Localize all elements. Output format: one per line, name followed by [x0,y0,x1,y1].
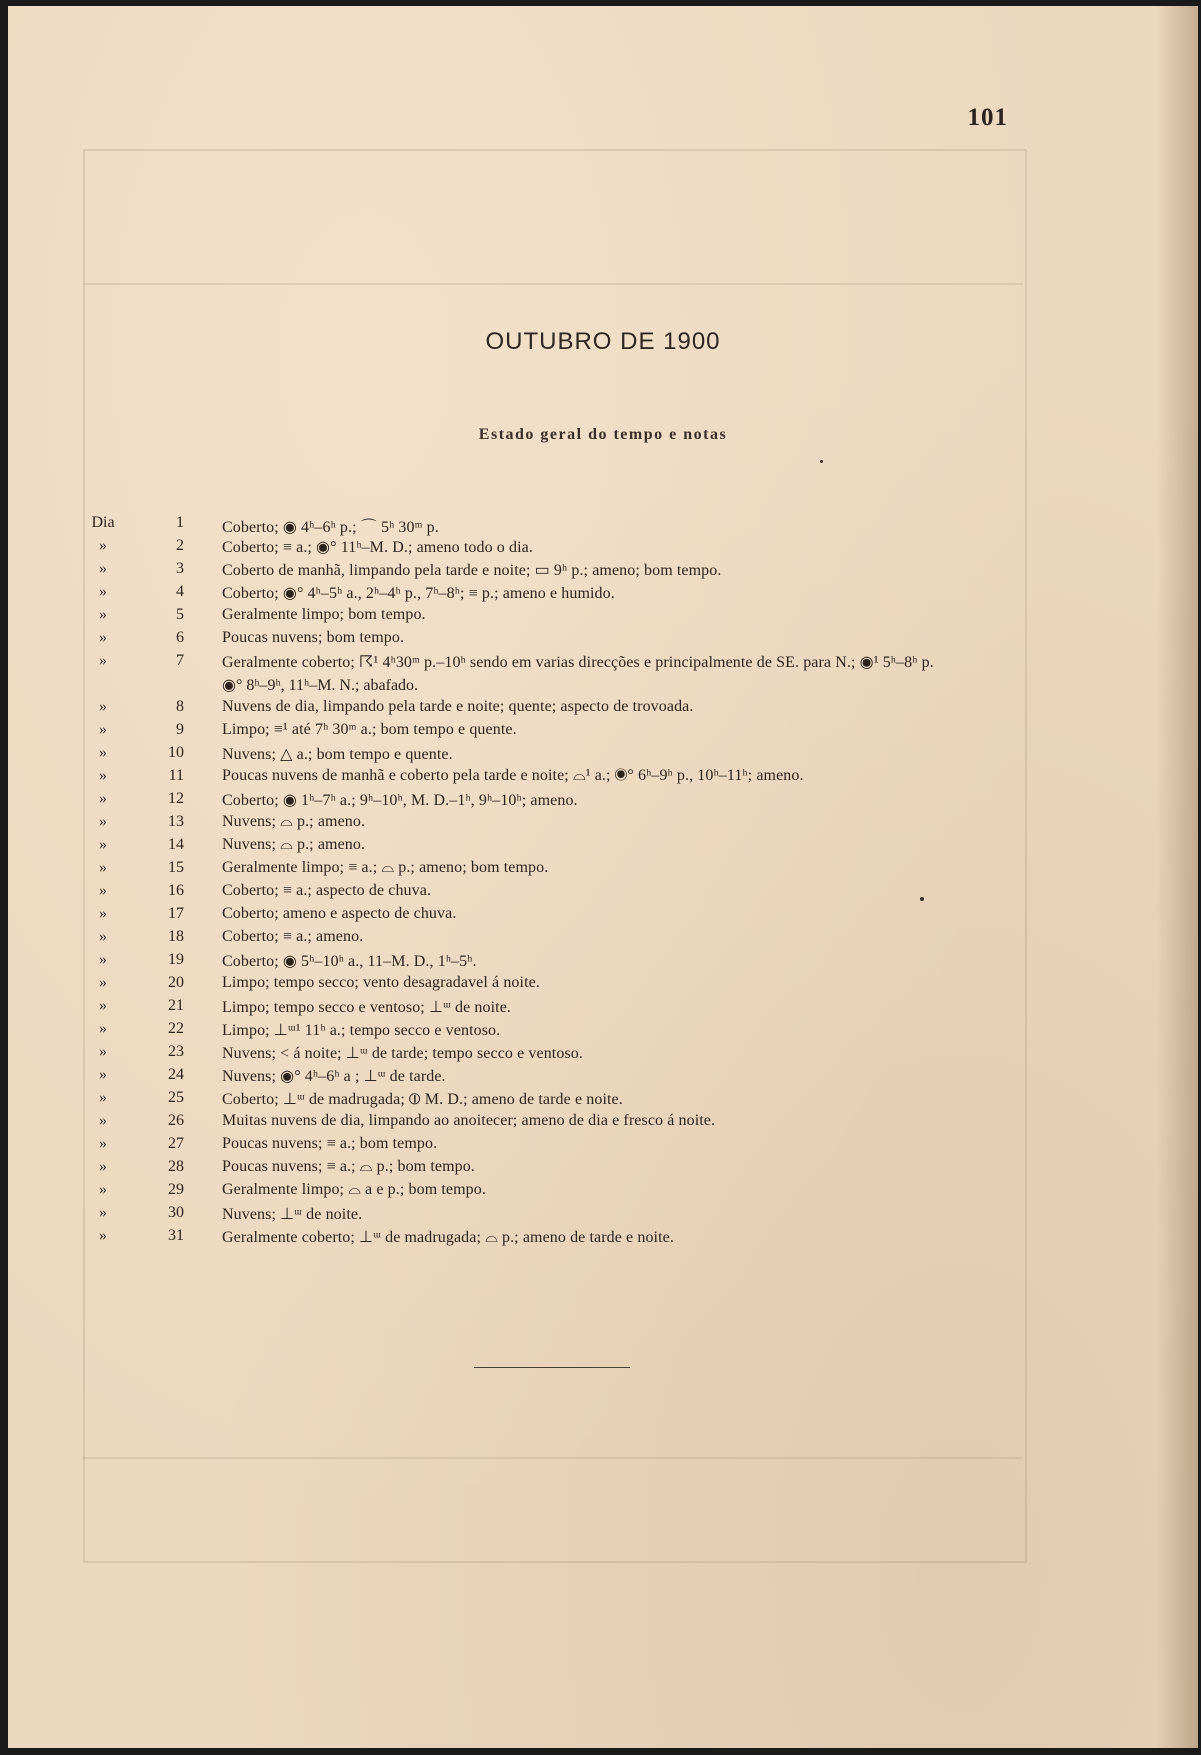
day-number: 1 [176,514,184,531]
day-number: 31 [168,1227,184,1244]
list-item [8,629,1198,652]
day-number: 21 [168,997,184,1014]
list-item [8,744,1198,767]
day-number: 4 [176,583,184,600]
ditto-mark: » [99,537,107,554]
day-number: 17 [168,905,184,922]
bleed-through-line [83,1457,1023,1459]
ditto-mark: » [99,951,107,968]
list-item [8,859,1198,882]
weather-note: Coberto; ≡ a.; ameno. [222,928,364,945]
ditto-mark: » [99,859,107,876]
list-item [8,1112,1198,1135]
weather-note: Poucas nuvens de manhã e coberto pela tarde e noite; ⌓¹ a.; ◉° 6ʰ–9ʰ p., 10ʰ–11ʰ; ameno. [222,767,804,784]
ditto-mark: » [99,560,107,577]
day-number: 11 [168,767,184,784]
weather-note: Coberto; ≡ a.; ◉° 11ʰ–M. D.; ameno todo o dia. [222,539,533,556]
list-item [8,698,1198,721]
weather-note: Nuvens; ◉° 4ʰ–6ʰ a ; ⊥ᵚ de tarde. [222,1068,446,1085]
ditto-mark: » [99,652,107,669]
day-number: 10 [168,744,184,761]
list-item [8,1181,1198,1204]
ditto-mark: » [99,905,107,922]
list-item [8,790,1198,813]
weather-note: Poucas nuvens; bom tempo. [222,629,405,646]
ditto-mark: » [99,629,107,646]
weather-note: Nuvens; < á noite; ⊥ᵚ de tarde; tempo secco e ventoso. [222,1045,583,1062]
day-number: 14 [168,836,184,853]
ditto-mark: » [99,1020,107,1037]
ditto-mark: » [99,974,107,991]
ditto-mark: » [99,836,107,853]
day-number: 6 [176,629,184,646]
list-item [8,928,1198,951]
day-number: 30 [168,1204,184,1221]
list-item [8,997,1198,1020]
weather-note: Coberto; ⊥ᵚ de madrugada; ⦶ M. D.; ameno de tarde e noite. [222,1091,623,1108]
document-page [8,6,1198,1748]
page-title: OUTUBRO DE 1900 [485,328,721,355]
weather-note: Coberto; ◉ 1ʰ–7ʰ a.; 9ʰ–10ʰ, M. D.–1ʰ, 9ʰ–10ʰ; ameno. [222,792,578,809]
list-item [8,537,1198,560]
weather-note: Nuvens; ⊥ᵚ de noite. [222,1206,363,1223]
weather-note: Nuvens; ⌓ p.; ameno. [222,813,366,830]
weather-note: Geralmente coberto; ⊥ᵚ de madrugada; ⌓ p.; ameno de tarde e noite. [222,1229,674,1246]
day-number: 29 [168,1181,184,1198]
weather-note: Coberto; ◉° 4ʰ–5ʰ a., 2ʰ–4ʰ p., 7ʰ–8ʰ; ≡ p.; ameno e humido. [222,585,615,602]
weather-note: Coberto; ameno e aspecto de chuva. [222,905,457,922]
ditto-mark: » [99,1043,107,1060]
day-number: 13 [168,813,184,830]
day-number: 28 [168,1158,184,1175]
list-item [8,905,1198,928]
ditto-mark: » [99,1204,107,1221]
list-item [8,652,1198,698]
list-item [8,836,1198,859]
paper-speck [920,897,924,901]
ditto-mark: » [99,1066,107,1083]
page-subtitle: Estado geral do tempo e notas [478,426,728,443]
ditto-mark: » [99,1181,107,1198]
weather-note: Nuvens; ⌓ p.; ameno. [222,836,366,853]
weather-note: Limpo; tempo secco; vento desagradavel á noite. [222,974,540,991]
ditto-mark: » [99,882,107,899]
list-item [8,1020,1198,1043]
ditto-mark: » [99,606,107,623]
ditto-mark: » [99,1227,107,1244]
ditto-mark: » [99,767,107,784]
ditto-mark: » [99,721,107,738]
ditto-mark: » [99,1135,107,1152]
ditto-mark: » [99,583,107,600]
list-item [8,813,1198,836]
weather-note: Coberto; ◉ 4ʰ–6ʰ p.; ⌒ 5ʰ 30ᵐ p. [222,519,439,536]
page-number: 101 [967,104,1008,131]
day-number: 20 [168,974,184,991]
weather-note: Geralmente limpo; bom tempo. [222,606,426,623]
day-number: 24 [168,1066,184,1083]
day-number: 27 [168,1135,184,1152]
list-item [8,767,1198,790]
list-item [8,1135,1198,1158]
day-number: 8 [176,698,184,715]
list-item [8,560,1198,583]
list-item [8,1204,1198,1227]
list-item [8,1227,1198,1250]
list-item [8,721,1198,744]
weather-note: Poucas nuvens; ≡ a.; bom tempo. [222,1135,438,1152]
day-number: 18 [168,928,184,945]
list-item [8,1043,1198,1066]
day-number: 25 [168,1089,184,1106]
day-number: 12 [168,790,184,807]
weather-note: Coberto; ≡ a.; aspecto de chuva. [222,882,432,899]
day-number: 15 [168,859,184,876]
day-number: 9 [176,721,184,738]
day-number: 7 [176,652,184,669]
weather-note: Geralmente coberto; ☈¹ 4ʰ30ᵐ p.–10ʰ sendo em varias direcções e principalmente de SE. para N.; ◉¹ 5ʰ–8ʰ p. [222,654,934,671]
weather-note: Geralmente limpo; ⌓ a e p.; bom tempo. [222,1181,486,1198]
list-item [8,974,1198,997]
day-number: 3 [176,560,184,577]
ditto-mark: » [99,813,107,830]
day-number: 2 [176,537,184,554]
ditto-mark: » [99,1112,107,1129]
ditto-mark: » [99,928,107,945]
weather-note: Nuvens; △ a.; bom tempo e quente. [222,746,453,763]
weather-note: Coberto de manhã, limpando pela tarde e noite; ▭ 9ʰ p.; ameno; bom tempo. [222,562,722,579]
closing-rule [474,1367,630,1368]
ditto-mark: » [99,1158,107,1175]
weather-note: Poucas nuvens; ≡ a.; ⌓ p.; bom tempo. [222,1158,475,1175]
weather-note-continuation: ◉° 8ʰ–9ʰ, 11ʰ–M. N.; abafado. [222,677,419,694]
ditto-mark: » [99,744,107,761]
day-number: 26 [168,1112,184,1129]
list-item [8,1066,1198,1089]
weather-note: Limpo; ⊥ᵚ¹ 11ʰ a.; tempo secco e ventoso. [222,1022,501,1039]
list-item [8,606,1198,629]
ditto-mark: » [99,790,107,807]
list-item [8,1158,1198,1181]
list-item [8,951,1198,974]
ditto-mark: » [99,1089,107,1106]
ditto-mark: » [99,698,107,715]
list-item [8,583,1198,606]
weather-notes-list [8,514,1198,1250]
day-number: 16 [168,882,184,899]
weather-note: Muitas nuvens de dia, limpando ao anoitecer; ameno de dia e fresco á noite. [222,1112,716,1129]
weather-note: Geralmente limpo; ≡ a.; ⌓ p.; ameno; bom tempo. [222,859,549,876]
list-item [8,514,1198,537]
list-item [8,882,1198,905]
column-label: Dia [91,514,115,531]
bleed-through-line [83,283,1023,285]
paper-speck [820,460,823,463]
day-number: 19 [168,951,184,968]
ditto-mark: » [99,997,107,1014]
weather-note: Limpo; ≡¹ até 7ʰ 30ᵐ a.; bom tempo e quente. [222,721,517,738]
weather-note: Nuvens de dia, limpando pela tarde e noite; quente; aspecto de trovoada. [222,698,694,715]
weather-note: Limpo; tempo secco e ventoso; ⊥ᵚ de noite. [222,999,512,1016]
day-number: 22 [168,1020,184,1037]
weather-note: Coberto; ◉ 5ʰ–10ʰ a., 11–M. D., 1ʰ–5ʰ. [222,953,477,970]
day-number: 5 [176,606,184,623]
list-item [8,1089,1198,1112]
day-number: 23 [168,1043,184,1060]
